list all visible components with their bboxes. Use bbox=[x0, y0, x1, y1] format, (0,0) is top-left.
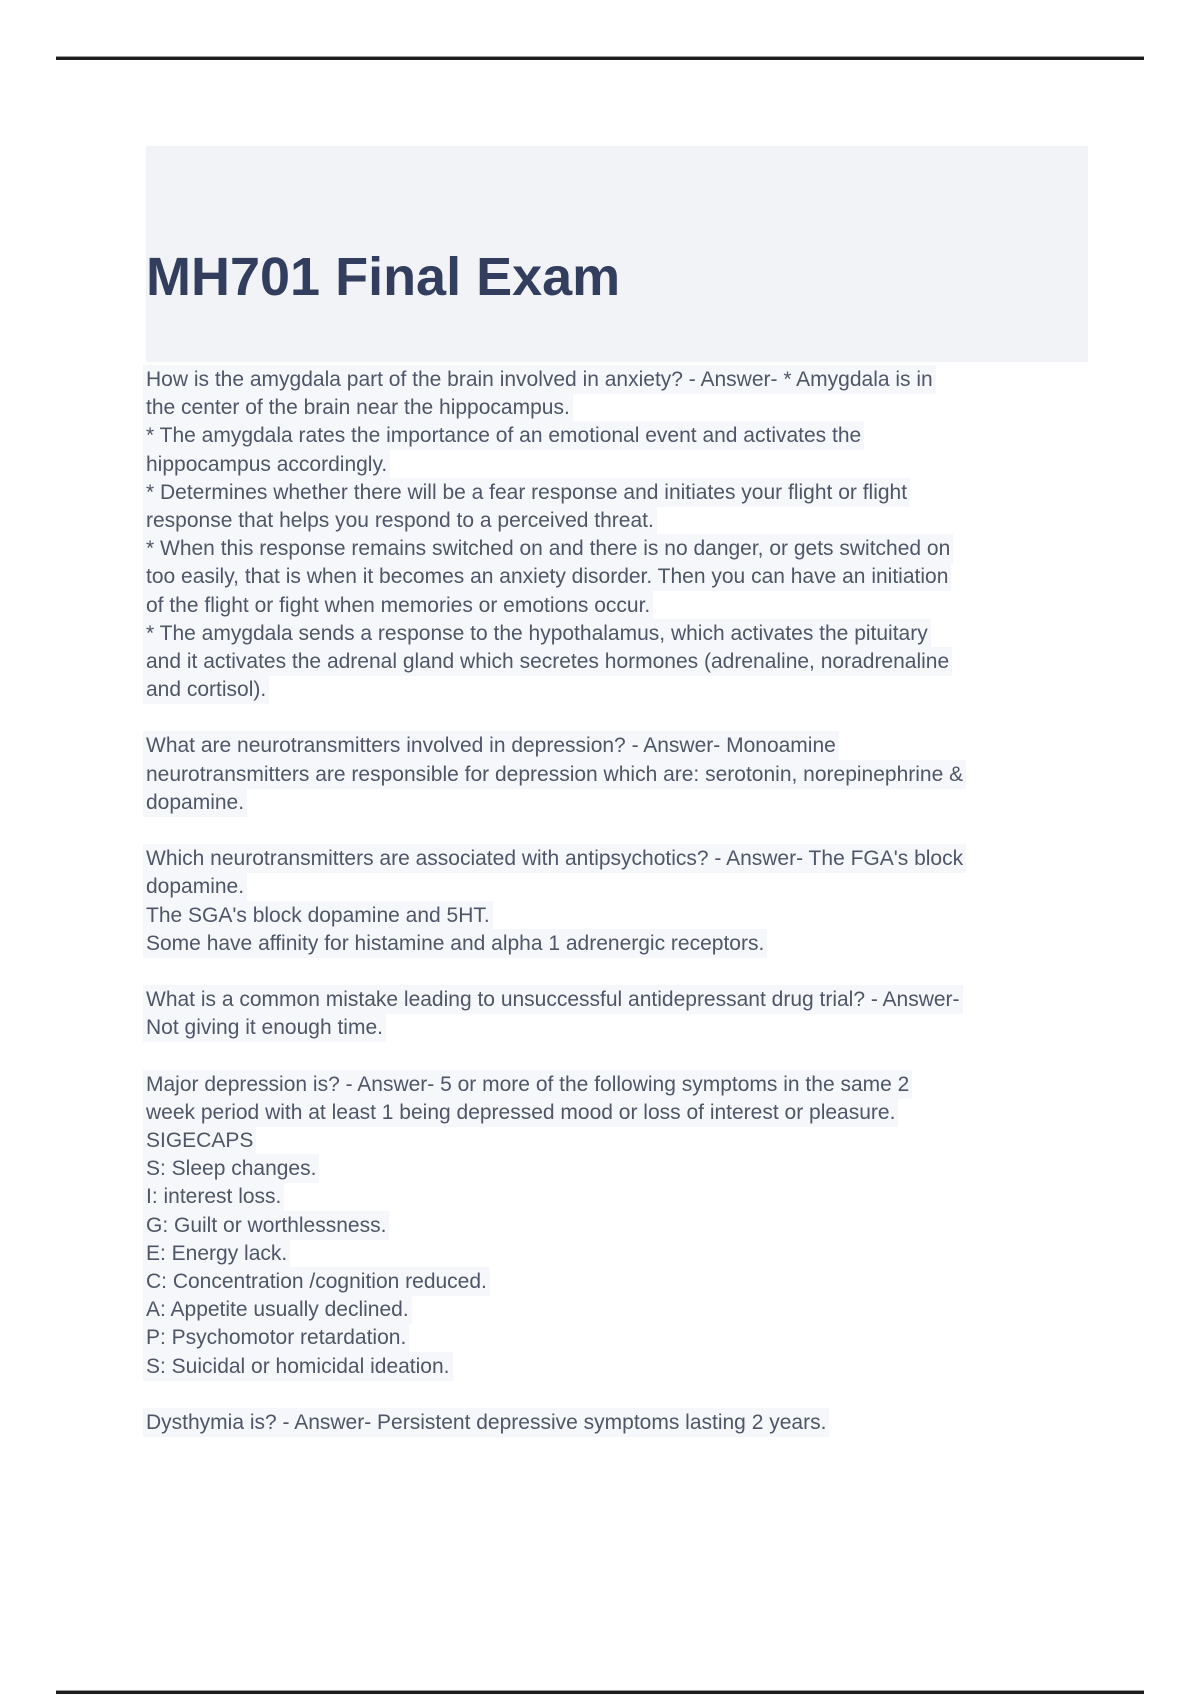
text-line: neurotransmitters are responsible for depression which are: serotonin, norepinephrine & bbox=[146, 762, 964, 786]
text-line: Which neurotransmitters are associated with antipsychotics? - Answer- The FGA's block bbox=[146, 847, 964, 871]
text-line: dopamine. bbox=[146, 790, 245, 814]
text-line: Not giving it enough time. bbox=[146, 1016, 383, 1040]
text-line: and cortisol). bbox=[146, 678, 267, 702]
text-line: S: Sleep changes. bbox=[146, 1157, 317, 1181]
text-line: and it activates the adrenal gland which secretes hormones (adrenaline, noradrenaline bbox=[146, 649, 950, 673]
qa-paragraph bbox=[146, 732, 1106, 817]
top-horizontal-rule bbox=[56, 56, 1144, 60]
text-line: * The amygdala sends a response to the hypothalamus, which activates the pituitary bbox=[146, 621, 928, 645]
text-line: S: Suicidal or homicidal ideation. bbox=[146, 1354, 450, 1378]
text-line: too easily, that is when it becomes an anxiety disorder. Then you can have an initiation bbox=[146, 565, 949, 589]
text-line: week period with at least 1 being depressed mood or loss of interest or pleasure. bbox=[146, 1100, 896, 1124]
text-line: P: Psychomotor retardation. bbox=[146, 1326, 407, 1350]
text-line: C: Concentration /cognition reduced. bbox=[146, 1270, 487, 1293]
qa-paragraph bbox=[146, 1409, 1106, 1437]
qa-paragraph bbox=[146, 366, 1106, 704]
text-line: How is the amygdala part of the brain involved in anxiety? - Answer- * Amygdala is in bbox=[146, 368, 933, 391]
text-line: The SGA's block dopamine and 5HT. bbox=[146, 903, 490, 927]
text-line: the center of the brain near the hippocampus. bbox=[146, 396, 570, 420]
bottom-horizontal-rule bbox=[56, 1690, 1144, 1694]
text-line: What is a common mistake leading to unsuccessful antidepressant drug trial? - Answer- bbox=[146, 988, 960, 1012]
text-line: hippocampus accordingly. bbox=[146, 452, 388, 476]
page-title: MH701 Final Exam bbox=[146, 247, 621, 307]
text-line: dopamine. bbox=[146, 875, 245, 899]
text-line: of the flight or fight when memories or emotions occur. bbox=[146, 593, 651, 617]
text-line: E: Energy lack. bbox=[146, 1241, 288, 1265]
text-line: Dysthymia is? - Answer- Persistent depressive symptoms lasting 2 years. bbox=[146, 1410, 827, 1434]
text-line: * When this response remains switched on and there is no danger, or gets switched on bbox=[146, 537, 951, 561]
text-line: * Determines whether there will be a fear response and initiates your flight or flight bbox=[146, 480, 908, 504]
text-line: response that helps you respond to a perceived threat. bbox=[146, 508, 654, 532]
text-line: G: Guilt or worthlessness. bbox=[146, 1213, 387, 1237]
text-line: Major depression is? - Answer- 5 or more of the following symptoms in the same 2 bbox=[146, 1072, 910, 1096]
qa-paragraph bbox=[146, 845, 1106, 958]
text-line: I: interest loss. bbox=[146, 1185, 282, 1209]
document-body bbox=[146, 366, 1106, 1437]
text-line: SIGECAPS bbox=[146, 1129, 254, 1153]
text-line: A: Appetite usually declined. bbox=[146, 1298, 409, 1322]
title-section bbox=[146, 146, 1088, 362]
text-line: * The amygdala rates the importance of an emotional event and activates the bbox=[146, 424, 862, 448]
text-line: What are neurotransmitters involved in depression? - Answer- Monoamine bbox=[146, 734, 836, 758]
qa-paragraph bbox=[146, 1071, 1106, 1381]
text-line: Some have affinity for histamine and alpha 1 adrenergic receptors. bbox=[146, 931, 765, 955]
qa-paragraph bbox=[146, 986, 1106, 1042]
